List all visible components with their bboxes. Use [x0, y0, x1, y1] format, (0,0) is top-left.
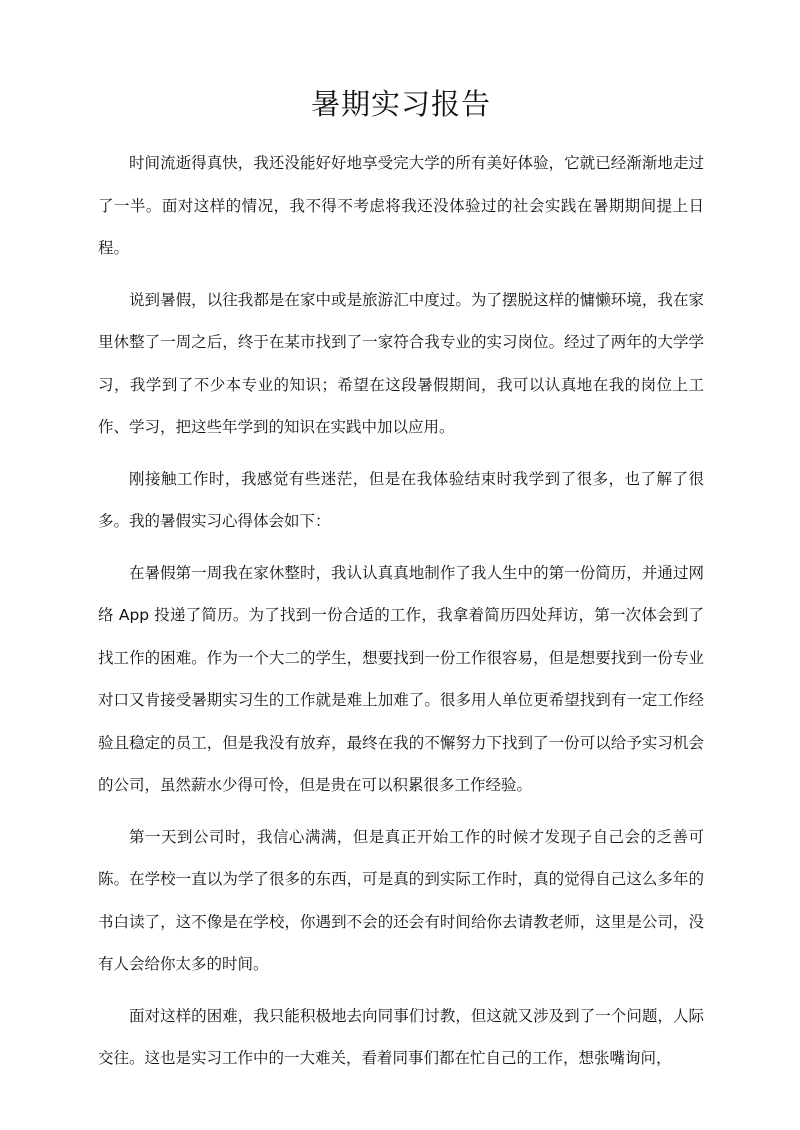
document-title: 暑期实习报告: [310, 87, 491, 121]
paragraph-5: 第一天到公司时，我信心满满，但是真正开始工作的时候才发现子自己会的乏善可陈。在学校一直以为学了很多的东西，可是真的到实际工作时，真的觉得自己这么多年的书白读了，这不像是在学校，你遇到不会的还会有时间给你去请教老师，这里是公司，没有人会给你太多的时间。: [98, 827, 704, 973]
paragraph-1: 时间流逝得真快，我还没能好好地享受完大学的所有美好体验，它就已经渐渐地走过了一半。面对这样的情况，我不得不考虑将我还没体验过的社会实践在暑期期间提上日程。: [98, 154, 704, 257]
paragraph-4: 在暑假第一周我在家休整时，我认认真真地制作了我人生中的第一份简历，并通过网络 App 投递了简历。为了找到一份合适的工作，我拿着简历四处拜访，第一次体会到了找工作的困难。作为一个大二的学生，想要找到一份工作很容易，但是想要找到一份专业对口又肯接受暑期实习生的工作就是难上加难了。很多用人单位更希望找到有一定工作经验且稳定的员工，但是我没有放弃，最终在我的不懈努力下找到了一份可以给予实习机会的公司，虽然薪水少得可怜，但是贵在可以积累很多工作经验。: [98, 563, 704, 794]
paragraph-3: 刚接触工作时，我感觉有些迷茫，但是在我体验结束时我学到了很多，也了解了很多。我的暑假实习心得体会如下：: [98, 469, 704, 530]
paragraph-6: 面对这样的困难，我只能积极地去向同事们讨教，但这就又涉及到了一个问题，人际交往。这也是实习工作中的一大难关，看着同事们都在忙自己的工作，想张嘴询问，: [98, 1006, 704, 1067]
paragraph-2: 说到暑假，以往我都是在家中或是旅游汇中度过。为了摆脱这样的慵懒环境，我在家里休整了一周之后，终于在某市找到了一家符合我专业的实习岗位。经过了两年的大学学习，我学到了不少本专业的知识；希望在这段暑假期间，我可以认真地在我的岗位上工作、学习，把这些年学到的知识在实践中加以应用。: [98, 290, 704, 436]
